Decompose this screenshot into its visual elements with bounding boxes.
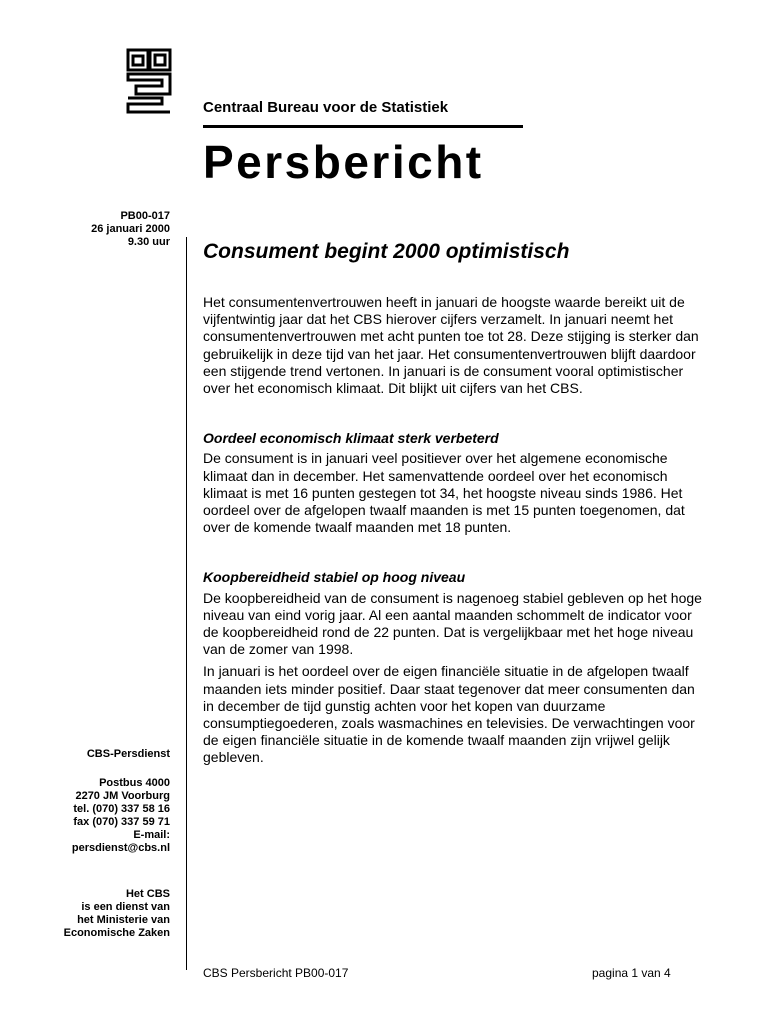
press-time: 9.30 uur bbox=[127, 236, 170, 248]
ministry-block bbox=[64, 888, 170, 940]
contact-block bbox=[72, 748, 170, 855]
contact-email: persdienst@cbs.nl bbox=[71, 842, 170, 854]
header-rule bbox=[203, 125, 523, 128]
page-number: pagina 1 van 4 bbox=[592, 966, 671, 980]
ministry-line: Het CBS bbox=[125, 888, 170, 900]
margin-rule bbox=[186, 237, 187, 970]
section-paragraph: In januari is het oordeel over de eigen financiële situatie in de afgelopen twaalf maanden iets minder positief. Daar staat tegenover dat meer consumenten dan in december de tijd gunstig achten voor het kopen van duurzame consumptiegoederen, zoals wasmachines en televisies. De verwachtingen voor de eigen financiële situatie in de komende twaalf maanden zijn vrijwel gelijk gebleven. bbox=[203, 663, 695, 766]
section-heading-purchasing: Koopbereidheid stabiel op hoog niveau bbox=[203, 569, 466, 586]
organization-name: Centraal Bureau voor de Statistiek bbox=[203, 99, 449, 116]
section-paragraph: De koopbereidheid van de consument is nagenoeg stabiel gebleven op het hoge niveau van eind vorig jaar. Al een aantal maanden schommelt de indicator voor de koopbereidheid rond de 22 punten. Dat is vergelijkbaar met het hoge niveau van de zomer van 1998. bbox=[203, 589, 702, 658]
press-meta bbox=[91, 210, 170, 249]
contact-postbus: Postbus 4000 bbox=[99, 777, 170, 789]
contact-fax: fax (070) 337 59 71 bbox=[73, 816, 170, 828]
press-code: PB00-017 bbox=[120, 210, 170, 222]
cbs-logo bbox=[126, 48, 172, 114]
section-paragraph: De consument is in januari veel positiever over het algemene economische klimaat dan in december. Het samenvattende oordeel over het economisch klimaat is met 16 punten gestegen tot 34, het hoogste niveau sinds 1986. Het oordeel over de afgelopen twaalf maanden is met 15 punten toegenomen, dat over de komende twaalf maanden met 18 punten. bbox=[203, 450, 685, 536]
ministry-line: Economische Zaken bbox=[63, 927, 170, 939]
ministry-line: is een dienst van bbox=[81, 901, 170, 913]
ministry-line: het Ministerie van bbox=[77, 914, 170, 926]
section-heading-economic-climate: Oordeel economisch klimaat sterk verbeterd bbox=[203, 430, 499, 447]
headline: Consument begint 2000 optimistisch bbox=[203, 240, 570, 263]
page-title: Persbericht bbox=[203, 136, 484, 188]
contact-email-label: E-mail: bbox=[133, 829, 170, 841]
intro-paragraph: Het consumentenvertrouwen heeft in januari de hoogste waarde bereikt uit de vijfentwintig jaar dat het CBS hierover cijfers verzamelt. In januari neemt het consumentenvertrouwen met acht punten toe tot 28. Deze stijging is sterker dan gebruikelijk in deze tijd van het jaar. Het consumentenvertrouwen blijft daardoor een stijgende trend vertonen. In januari is de consument vooral optimistischer over het economisch klimaat. Dit blijkt uit cijfers van het CBS. bbox=[203, 294, 699, 397]
press-date: 26 januari 2000 bbox=[91, 223, 170, 235]
footer-left: CBS Persbericht PB00-017 bbox=[203, 966, 349, 980]
contact-tel: tel. (070) 337 58 16 bbox=[73, 803, 170, 815]
article-body bbox=[203, 294, 708, 767]
contact-title: CBS-Persdienst bbox=[86, 748, 170, 760]
contact-city: 2270 JM Voorburg bbox=[75, 790, 170, 802]
